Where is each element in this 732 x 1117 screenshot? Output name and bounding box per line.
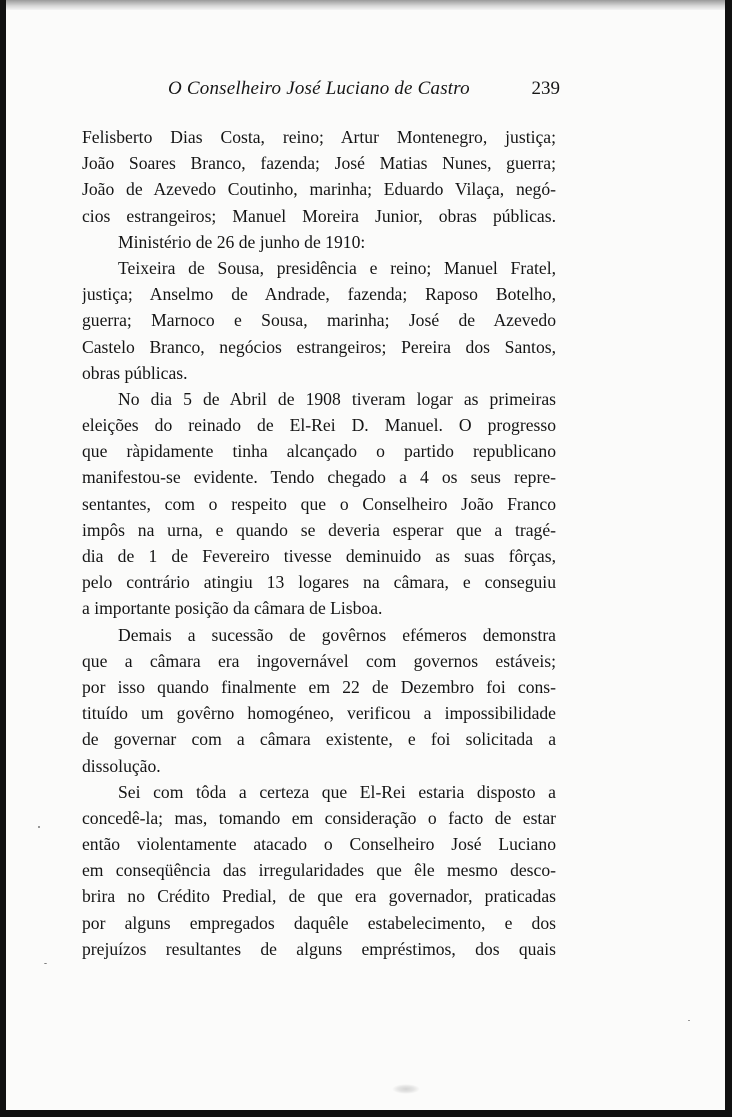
text-line: Sei com tôda a certeza que El-Rei estaria disposto a [118, 781, 556, 802]
text-line: em conseqüência das irregularidades que êle mesmo desco- [82, 860, 556, 881]
text-line: guerra; Marnoco e Sousa, marinha; José de Azevedo [82, 310, 556, 331]
text-line: justiça; Anselmo de Andrade, fazenda; Raposo Botelho, [82, 284, 556, 305]
text-line: que ràpidamente tinha alcançado o partido republicano [82, 441, 556, 462]
text-line: de governar com a câmara existente, e foi solicitada a [82, 729, 556, 750]
text-line: prejuízos resultantes de alguns empréstimos, dos quais [82, 938, 556, 959]
text-line: impôs na urna, e quando se deveria esperar que a tragé- [82, 519, 556, 540]
text-line: concedê-la; mas, tomando em consideração o facto de estar [82, 807, 556, 828]
text-line: eleições do reinado de El-Rei D. Manuel. O progresso [82, 415, 556, 436]
text-line: por alguns empregados daquêle estabelecimento, e dos [82, 912, 556, 933]
page-header [168, 78, 560, 108]
text-line: Ministério de 26 de junho de 1910: [118, 231, 366, 252]
text-line: sentantes, com o respeito que o Conselheiro João Franco [82, 493, 556, 514]
text-line: dissolução. [82, 755, 161, 776]
text-line: No dia 5 de Abril de 1908 tiveram logar as primeiras [118, 388, 556, 409]
scan-speck [688, 1020, 690, 1021]
text-line: Demais a sucessão de govêrnos efémeros demonstra [118, 624, 556, 645]
text-line: tituído um govêrno homogéneo, verificou a impossibilidade [82, 703, 556, 724]
body-text [82, 124, 556, 962]
page-number: 239 [531, 78, 560, 99]
scan-smudge [392, 1084, 420, 1094]
text-line: a importante posição da câmara de Lisboa. [82, 598, 383, 619]
scan-edge-left [0, 0, 6, 1117]
text-line: Felisberto Dias Costa, reino; Artur Montenegro, justiça; [82, 127, 556, 147]
scan-edge-right [725, 0, 732, 1117]
text-line: pelo contrário atingiu 13 logares na câmara, e conseguiu [82, 572, 556, 593]
text-line: João Soares Branco, fazenda; José Matias Nunes, guerra; [82, 153, 556, 174]
text-line: obras públicas. [82, 362, 188, 383]
text-line: dia de 1 de Fevereiro tivesse deminuido as suas fôrças, [82, 546, 556, 566]
text-line: Castelo Branco, negócios estrangeiros; Pereira dos Santos, [82, 336, 556, 357]
running-title: O Conselheiro José Luciano de Castro [168, 78, 470, 99]
scan-edge-bottom [0, 1110, 732, 1117]
text-line: Teixeira de Sousa, presidência e reino; Manuel Fratel, [118, 257, 556, 278]
scan-speck [38, 826, 40, 828]
text-line: João de Azevedo Coutinho, marinha; Eduardo Vilaça, negó- [82, 179, 556, 200]
scan-edge-top [0, 0, 732, 10]
text-line: manifestou-se evidente. Tendo chegado a 4 os seus repre- [82, 467, 556, 488]
text-line: cios estrangeiros; Manuel Moreira Junior, obras públicas. [82, 205, 556, 226]
text-line: brira no Crédito Predial, de que era governador, praticadas [82, 886, 556, 907]
text-line: então violentamente atacado o Conselheiro José Luciano [82, 834, 556, 855]
text-line: que a câmara era ingovernável com governos estáveis; [82, 650, 556, 671]
text-line: por isso quando finalmente em 22 de Dezembro foi cons- [82, 676, 556, 697]
scan-speck [44, 963, 47, 964]
